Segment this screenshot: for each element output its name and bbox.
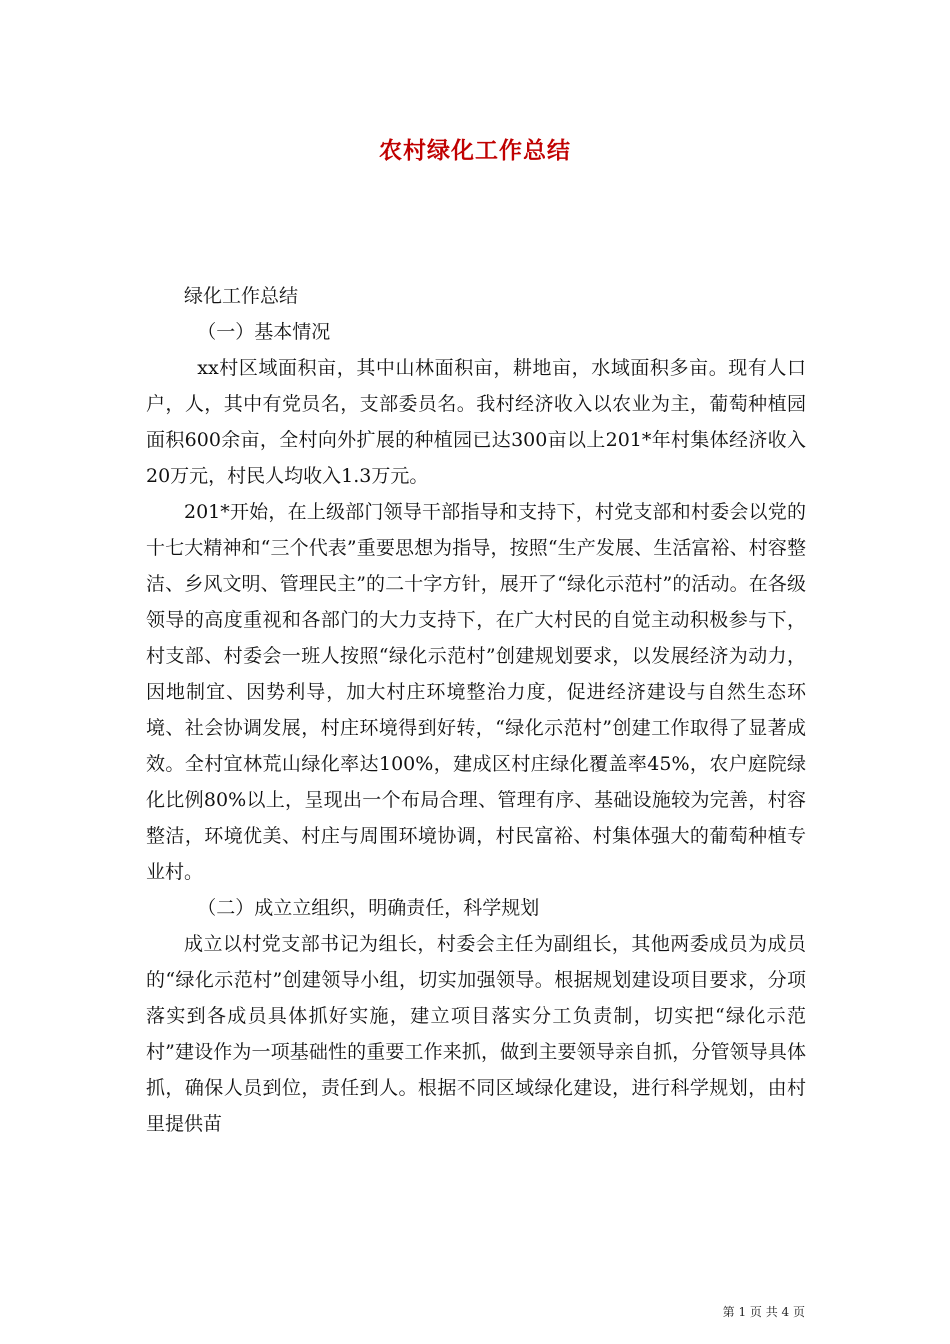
document-body bbox=[146, 278, 806, 1142]
paragraph: xx村区域面积亩，其中山林面积亩，耕地亩，水域面积多亩。现有人口户，人，其中有党员名，支部委员名。我村经济收入以农业为主，葡萄种植园面积600余亩，全村向外扩展的种植园已达300亩以上201*年村集体经济收入20万元，村民人均收入1.3万元。 bbox=[146, 357, 806, 487]
paragraph: 201*开始，在上级部门领导干部指导和支持下，村党支部和村委会以党的十七大精神和“三个代表”重要思想为指导，按照“生产发展、生活富裕、村容整洁、乡风文明、管理民主”的二十字方针，展开了“绿化示范村”的活动。在各级领导的高度重视和各部门的大力支持下，在广大村民的自觉主动积极参与下，村支部、村委会一班人按照“绿化示范村”创建规划要求，以发展经济为动力，因地制宜、因势利导，加大村庄环境整治力度，促进经济建设与自然生态环境、社会协调发展，村庄环境得到好转，“绿化示范村”创建工作取得了显著成效。全村宜林荒山绿化率达100%，建成区村庄绿化覆盖率45%，农户庭院绿化比例80%以上，呈现出一个布局合理、管理有序、基础设施较为完善，村容整洁，环境优美、村庄与周围环境协调，村民富裕、村集体强大的葡萄种植专业村。 bbox=[146, 501, 806, 883]
subsection-heading: （一）基本情况 bbox=[197, 321, 331, 343]
paragraph: 成立以村党支部书记为组长，村委会主任为副组长，其他两委成员为成员的“绿化示范村”创建领导小组，切实加强领导。根据规划建设项目要求，分项落实到各成员具体抓好实施，建立项目落实分工负责制，切实把“绿化示范村”建设作为一项基础性的重要工作来抓，做到主要领导亲自抓，分管领导具体抓，确保人员到位，责任到人。根据不同区域绿化建设，进行科学规划，由村里提供苗 bbox=[146, 933, 806, 1135]
subsection-heading: （二）成立立组织，明确责任，科学规划 bbox=[197, 897, 540, 919]
section-heading: 绿化工作总结 bbox=[184, 285, 299, 307]
page-number: 第 1 页 共 4 页 bbox=[722, 1305, 805, 1319]
document-title: 农村绿化工作总结 bbox=[379, 137, 571, 164]
